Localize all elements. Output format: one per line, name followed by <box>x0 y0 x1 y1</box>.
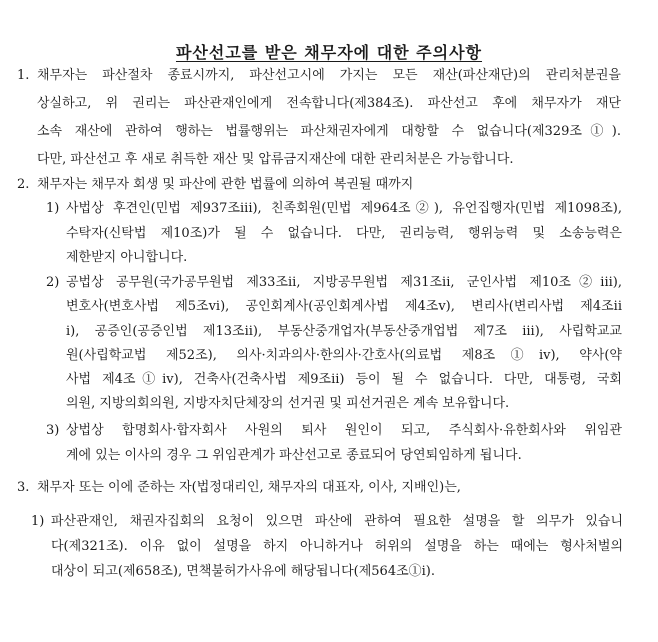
document-title: 파산선고를 받은 채무자에 대한 주의사항 <box>175 43 483 62</box>
text-line: 사법 제4조①iv), 건축사(건축사법 제9조ii) 등이 될 수 없습니다. 다만, 대통령, 국회 <box>66 372 622 388</box>
subitem-number: 2) <box>46 275 60 290</box>
text-line: 대상이 되고(제658조), 면책불허가사유에 해당됩니다(제564조①i). <box>51 564 436 579</box>
item-number: 2. <box>17 177 30 192</box>
text-line: 의원, 지방의회의원, 지방자치단체장의 선거권 및 피선거권은 계속 보유합니다. <box>66 396 510 412</box>
text-line: 채무자는 파산절차 종료시까지, 파산선고시에 가지는 모든 재산(파산재단)의 관리처분권을 <box>37 68 621 83</box>
text-line: 상법상 합명회사·합자회사 사원의 퇴사 원인이 되고, 주식회사·유한회사와 위임관 <box>66 423 622 438</box>
text-line: 상실하고, 위 권리는 파산관재인에게 전속합니다(제384조). 파산선고 후에 채무자가 재단 <box>37 96 621 111</box>
text-line: 사법상 후견인(민법 제937조iii), 친족회원(민법 제964조②), 유언집행자(민법 제1098조), <box>66 201 622 216</box>
item-number: 1. <box>17 68 30 83</box>
subitem-number: 1) <box>31 514 45 529</box>
text-line: 다만, 파산선고 후 새로 취득한 재산 및 압류금지재산에 대한 관리처분은 가능합니다. <box>37 152 514 167</box>
text-line: 소속 재산에 관하여 행하는 법률행위는 파산채권자에게 대항할 수 없습니다(제329조①). <box>37 124 621 139</box>
item-2-2 <box>46 271 622 417</box>
text-line: 채무자 또는 이에 준하는 자(법정대리인, 채무자의 대표자, 이사, 지배인)는, <box>37 480 461 495</box>
item-3 <box>17 476 621 500</box>
item-2 <box>17 173 621 197</box>
text-line: 다(제321조). 이유 없이 설명을 하지 아니하거나 허위의 설명을 하는 때에는 형사처벌의 <box>51 539 623 554</box>
text-line: 수탁자(신탁법 제10조)가 될 수 없습니다. 다만, 권리능력, 행위능력 및 소송능력은 <box>66 225 622 241</box>
text-line: 원(사립학교법 제52조), 의사·치과의사·한의사·간호사(의료법 제8조①iv), 약사(약 <box>66 347 622 363</box>
subitem-number: 1) <box>46 201 60 216</box>
item-3-1 <box>31 509 623 584</box>
subitem-number: 3) <box>46 423 60 438</box>
item-2-3 <box>46 418 622 468</box>
item-1 <box>17 62 621 174</box>
text-line: i), 공증인(공증인법 제13조ii), 부동산중개업자(부동산중개업법 제7조 iii), 사립학교교 <box>66 323 622 339</box>
text-line: 변호사(변호사법 제5조vi), 공인회계사(공인회계사법 제4조v), 변리사(변리사법 제4조ii <box>66 299 622 315</box>
item-number: 3. <box>17 480 30 495</box>
text-line: 공법상 공무원(국가공무원법 제33조ii, 지방공무원법 제31조ii, 군인사법 제10조②iii), <box>66 275 622 290</box>
text-line: 계에 있는 이사의 경우 그 위임관계가 파산선고로 종료되어 당연퇴임하게 됩니다. <box>66 448 522 463</box>
item-2-1 <box>46 197 622 271</box>
text-line: 제한받지 아니합니다. <box>66 250 188 265</box>
text-line: 채무자는 채무자 회생 및 파산에 관한 법률에 의하여 복권될 때까지 <box>37 177 414 192</box>
text-line: 파산관재인, 채권자집회의 요청이 있으면 파산에 관하여 필요한 설명을 할 의무가 있습니 <box>51 514 623 529</box>
